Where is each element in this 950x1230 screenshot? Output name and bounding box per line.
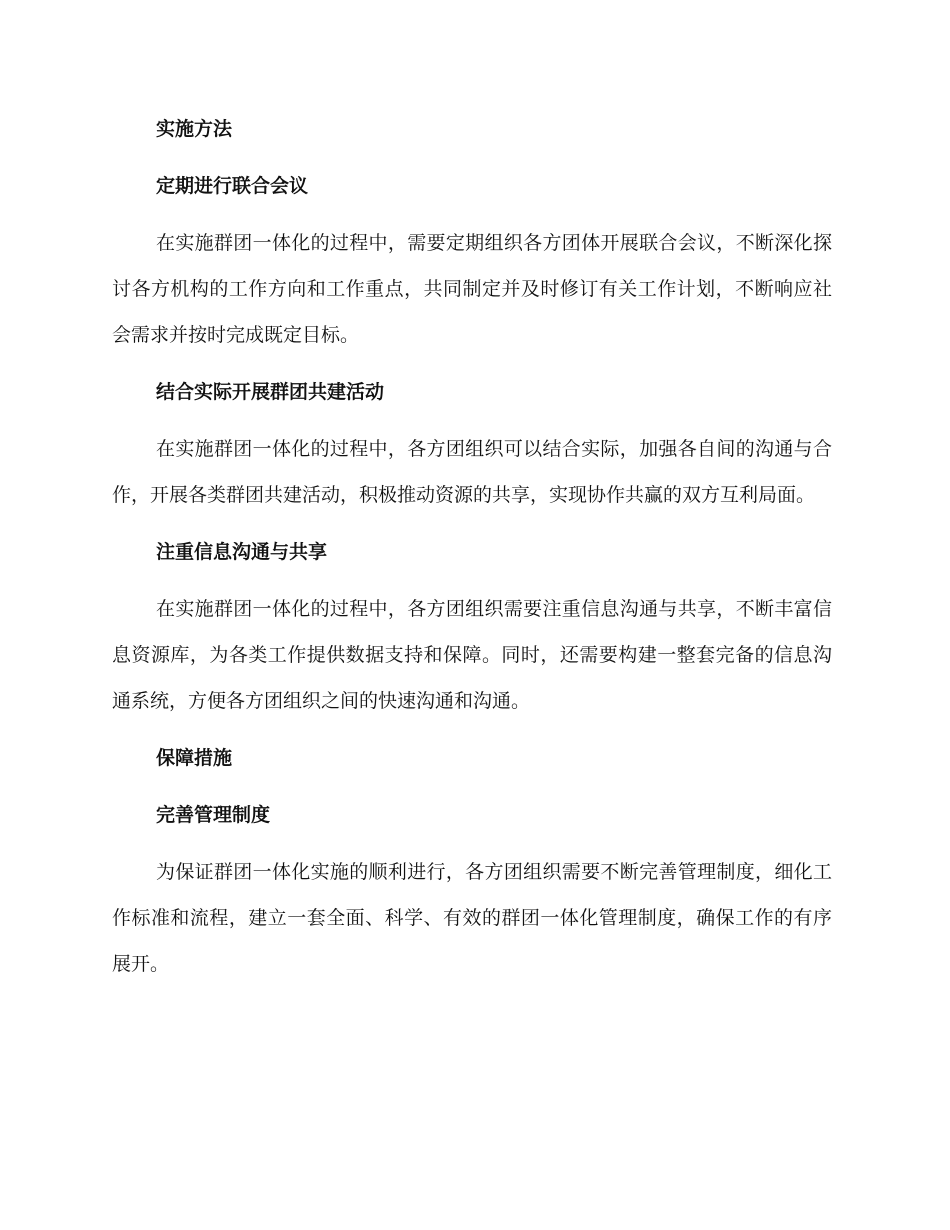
document-page [112, 106, 832, 998]
section-heading-safeguards: 保障措施 [156, 747, 233, 769]
subheading-joint-meetings: 定期进行联合会议 [156, 175, 309, 197]
section-heading-implementation-methods: 实施方法 [156, 118, 233, 140]
paragraph-management-system: 为保证群团一体化实施的顺利进行，各方团组织需要不断完善管理制度，细化工作标准和流程，建立一套全面、科学、有效的群团一体化管理制度，确保工作的有序展开。 [112, 861, 832, 975]
subheading-management-system: 完善管理制度 [156, 804, 271, 826]
paragraph-information-sharing: 在实施群团一体化的过程中，各方团组织需要注重信息沟通与共享，不断丰富信息资源库，为各类工作提供数据支持和保障。同时，还需要构建一整套完备的信息沟通系统，方便各方团组织之间的快速沟通和沟通。 [112, 598, 832, 712]
paragraph-joint-activities: 在实施群团一体化的过程中，各方团组织可以结合实际，加强各自间的沟通与合作，开展各类群团共建活动，积极推动资源的共享，实现协作共赢的双方互利局面。 [112, 438, 832, 506]
subheading-information-sharing: 注重信息沟通与共享 [156, 541, 328, 563]
subheading-joint-activities: 结合实际开展群团共建活动 [156, 381, 385, 403]
paragraph-joint-meetings: 在实施群团一体化的过程中，需要定期组织各方团体开展联合会议，不断深化探讨各方机构的工作方向和工作重点，共同制定并及时修订有关工作计划，不断响应社会需求并按时完成既定目标。 [112, 232, 832, 346]
